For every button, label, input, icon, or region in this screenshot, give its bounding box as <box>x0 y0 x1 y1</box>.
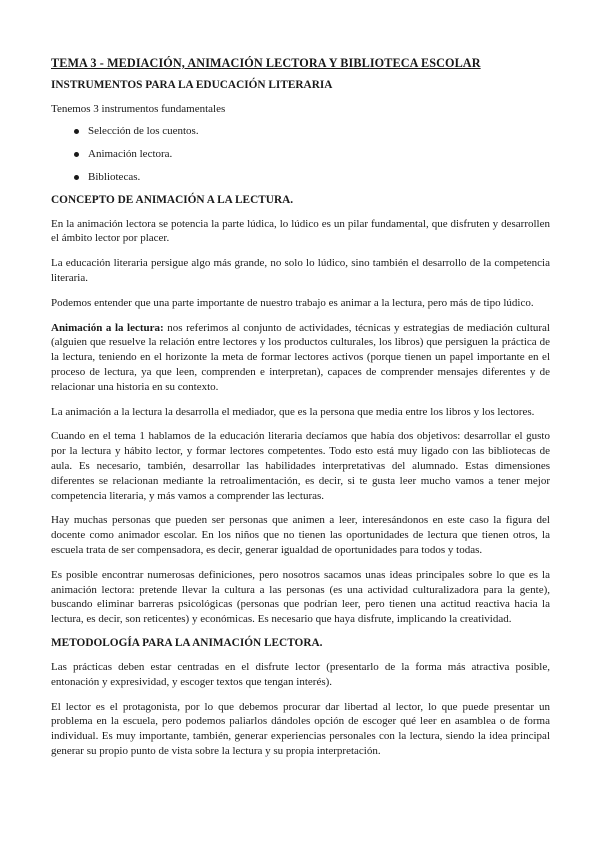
paragraph: La educación literaria persigue algo más grande, no solo lo lúdico, sino también el desarrollo de la competencia literaria. <box>51 257 550 285</box>
paragraph: Hay muchas personas que pueden ser personas que animen a leer, interesándonos en este caso la figura del docente como animador escolar. En los niños que no tienen las oportunidades de lectura que tienen otros, la escuela trata de ser compensadora, es decir, generar igualdad de oportunidades para todos y todas. <box>51 514 550 557</box>
intro-paragraph: Tenemos 3 instrumentos fundamentales <box>51 103 226 115</box>
list-item-text: Selección de los cuentos. <box>88 124 199 137</box>
paragraph: Las prácticas deben estar centradas en el disfrute lector (presentarlo de la forma más atractiva posible, entonación y expresividad, y escoger textos que tengan interés). <box>51 661 550 688</box>
list-item-text: Bibliotecas. <box>88 171 141 184</box>
definition-term: Animación a la lectura: <box>51 321 164 334</box>
section-heading-instrumentos: INSTRUMENTOS PARA LA EDUCACIÓN LITERARIA <box>51 79 333 91</box>
list-item <box>74 170 550 185</box>
bullet-icon <box>74 175 79 180</box>
paragraph: Es posible encontrar numerosas definiciones, pero nosotros sacamos unas ideas principales sobre lo que es la animación lectora: pretende llevar la cultura a las personas (es una actividad culturalizadora para la gente), buscando eliminar barreras psicológicas (personas que podrían leer, pero tienen una actitud reactiva hacia la lectura, es decir, son reticentes) y económicas. Es necesario que haya disfrute, implicando la creatividad. <box>51 568 550 626</box>
definition-text: nos referimos al conjunto de actividades, técnicas y estrategias de mediación cultural (alguien que resuelve la relación entre lectores y los productos culturales, los libros) que persiguen la práctica de la lectura, teniendo en el horizonte la meta de formar lectores activos (porque tienen un papel importante en el proceso de lectura, ya que leen, comprenden e interpretan), capaces de comprender mensajes diferentes y de relacionar una historia en su contexto. <box>51 321 550 393</box>
instruments-list <box>51 124 550 185</box>
paragraph: El lector es el protagonista, por lo que debemos procurar dar libertad al lector, lo que puede presentar un problema en la escuela, pero podemos paliarlos dándoles opción de escoger qué leer en asamblea o de forma individual. Es muy importante, también, generar experiencias personales con la lectura, siendo la idea principal generar su propio punto de vista sobre la lectura y su propia interpretación. <box>51 700 550 757</box>
list-item-text: Animación lectora. <box>88 148 173 161</box>
paragraph: En la animación lectora se potencia la parte lúdica, lo lúdico es un pilar fundamental, que disfruten y desarrollen el ámbito lector por placer. <box>51 217 550 245</box>
section-heading-concepto: CONCEPTO DE ANIMACIÓN A LA LECTURA. <box>51 193 294 206</box>
bullet-icon <box>74 152 79 157</box>
list-item <box>74 147 550 162</box>
paragraph: Cuando en el tema 1 hablamos de la educación literaria decíamos que había dos objetivos: desarrollar el gusto por la lectura y hábito lector, y formar lectores competentes. Todo esto está muy ligado con las bibliotecas de aula. Es necesario, también, desarrollar las habilidades interpretativas del alumnado. Estas dimensiones diferentes se relacionan mediante la retroalimentación, es decir, si te gusta leer mucho vamos a tener mejor competencia literaria, y más vamos a comprender las lecturas. <box>51 430 550 502</box>
document-title: TEMA 3 - MEDIACIÓN, ANIMACIÓN LECTORA Y BIBLIOTECA ESCOLAR <box>51 56 481 70</box>
paragraph: Podemos entender que una parte importante de nuestro trabajo es animar a la lectura, pero más de tipo lúdico. <box>51 296 534 309</box>
paragraph-definition <box>51 321 550 395</box>
bullet-icon <box>74 129 79 134</box>
list-item <box>74 124 550 139</box>
section-heading-metodologia: METODOLOGÍA PARA LA ANIMACIÓN LECTORA. <box>51 637 323 650</box>
paragraph: La animación a la lectura la desarrolla el mediador, que es la persona que media entre los libros y los lectores. <box>51 405 535 418</box>
